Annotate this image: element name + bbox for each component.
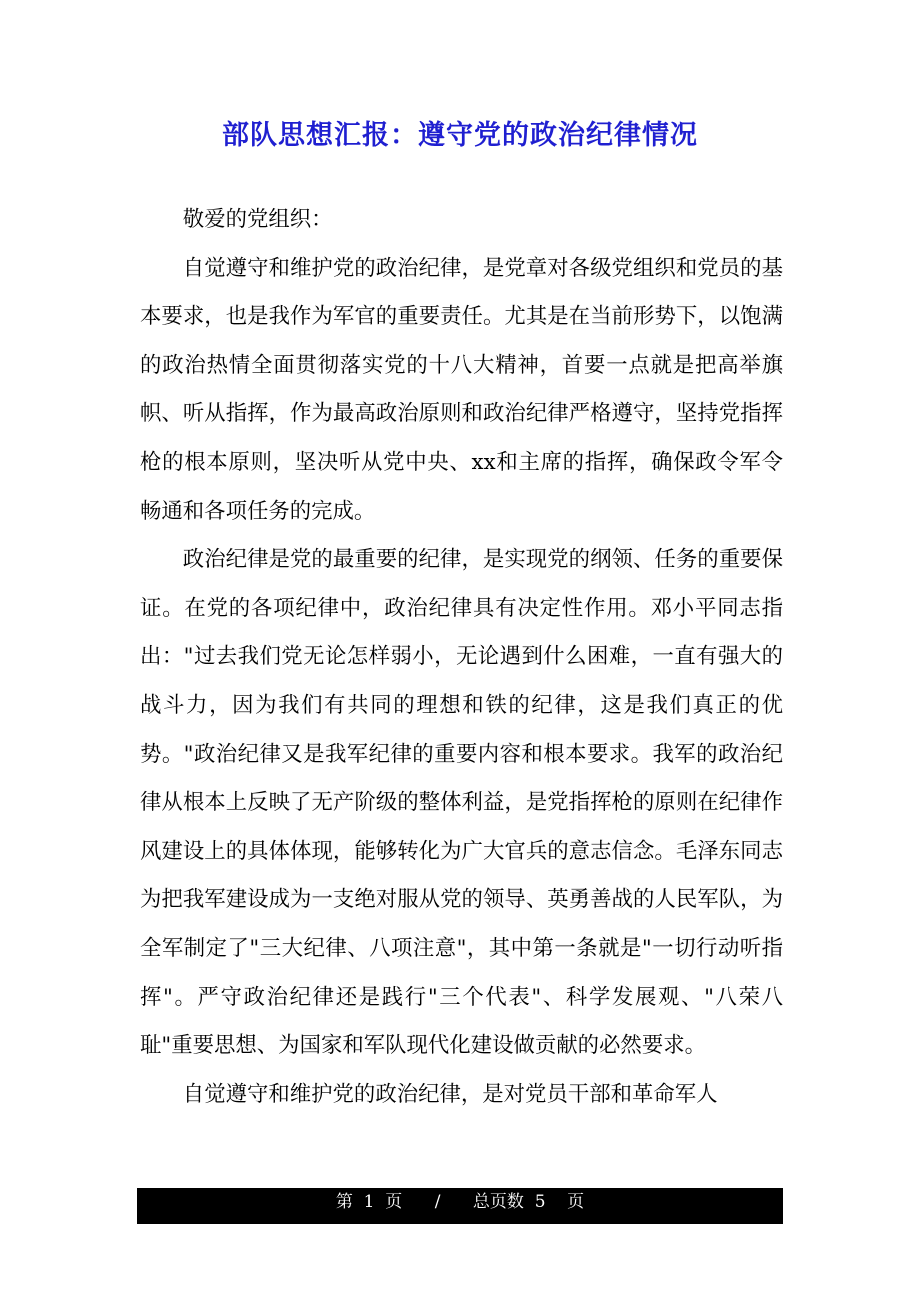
footer-page-suffix: 页 xyxy=(385,1192,403,1212)
footer-page-prefix: 第 xyxy=(335,1192,353,1212)
salutation: 敬爱的党组织： xyxy=(182,207,333,232)
footer-total-suffix: 页 xyxy=(567,1192,585,1212)
paragraph-1: 自觉遵守和维护党的政治纪律，是党章对各级党组织和党员的基本要求，也是我作为军官的重要责任。尤其是在当前形势下，以饱满的政治热情全面贯彻落实党的十八大精神，首要一点就是把高举旗帜、听从指挥，作为最高政治原则和政治纪律严格遵守，坚持党指挥枪的根本原则，坚决听从党中央、xx和主席的指挥，确保政令军令畅通和各项任务的完成。 xyxy=(140,255,783,524)
document-title: 部队思想汇报：遵守党的政治纪律情况 xyxy=(222,120,698,151)
footer-total-pages: 5 xyxy=(534,1192,546,1212)
footer-total-label: 总页数 xyxy=(472,1192,524,1212)
footer-page-number: 1 xyxy=(363,1192,375,1212)
page-footer xyxy=(137,1188,783,1224)
document-body xyxy=(140,196,783,1119)
paragraph-3: 自觉遵守和维护党的政治纪律，是对党员干部和革命军人 xyxy=(182,1081,718,1107)
paragraph-2: 政治纪律是党的最重要的纪律，是实现党的纲领、任务的重要保证。在党的各项纪律中，政治纪律具有决定性作用。邓小平同志指出："过去我们党无论怎样弱小，无论遇到什么困难，一直有强大的战斗力，因为我们有共同的理想和铁的纪律，这是我们真正的优势。"政治纪律又是我军纪律的重要内容和根本要求。我军的政治纪律从根本上反映了无产阶级的整体利益，是党指挥枪的原则在纪律作风建设上的具体体现，能够转化为广大官兵的意志信念。毛泽东同志为把我军建设成为一支绝对服从党的领导、英勇善战的人民军队，为全军制定了"三大纪律、八项注意"，其中第一条就是"一切行动听指挥"。严守政治纪律还是践行"三个代表"、科学发展观、"八荣八耻"重要思想、为国家和军队现代化建设做贡献的必然要求。 xyxy=(140,547,783,1059)
footer-separator: / xyxy=(434,1192,441,1212)
